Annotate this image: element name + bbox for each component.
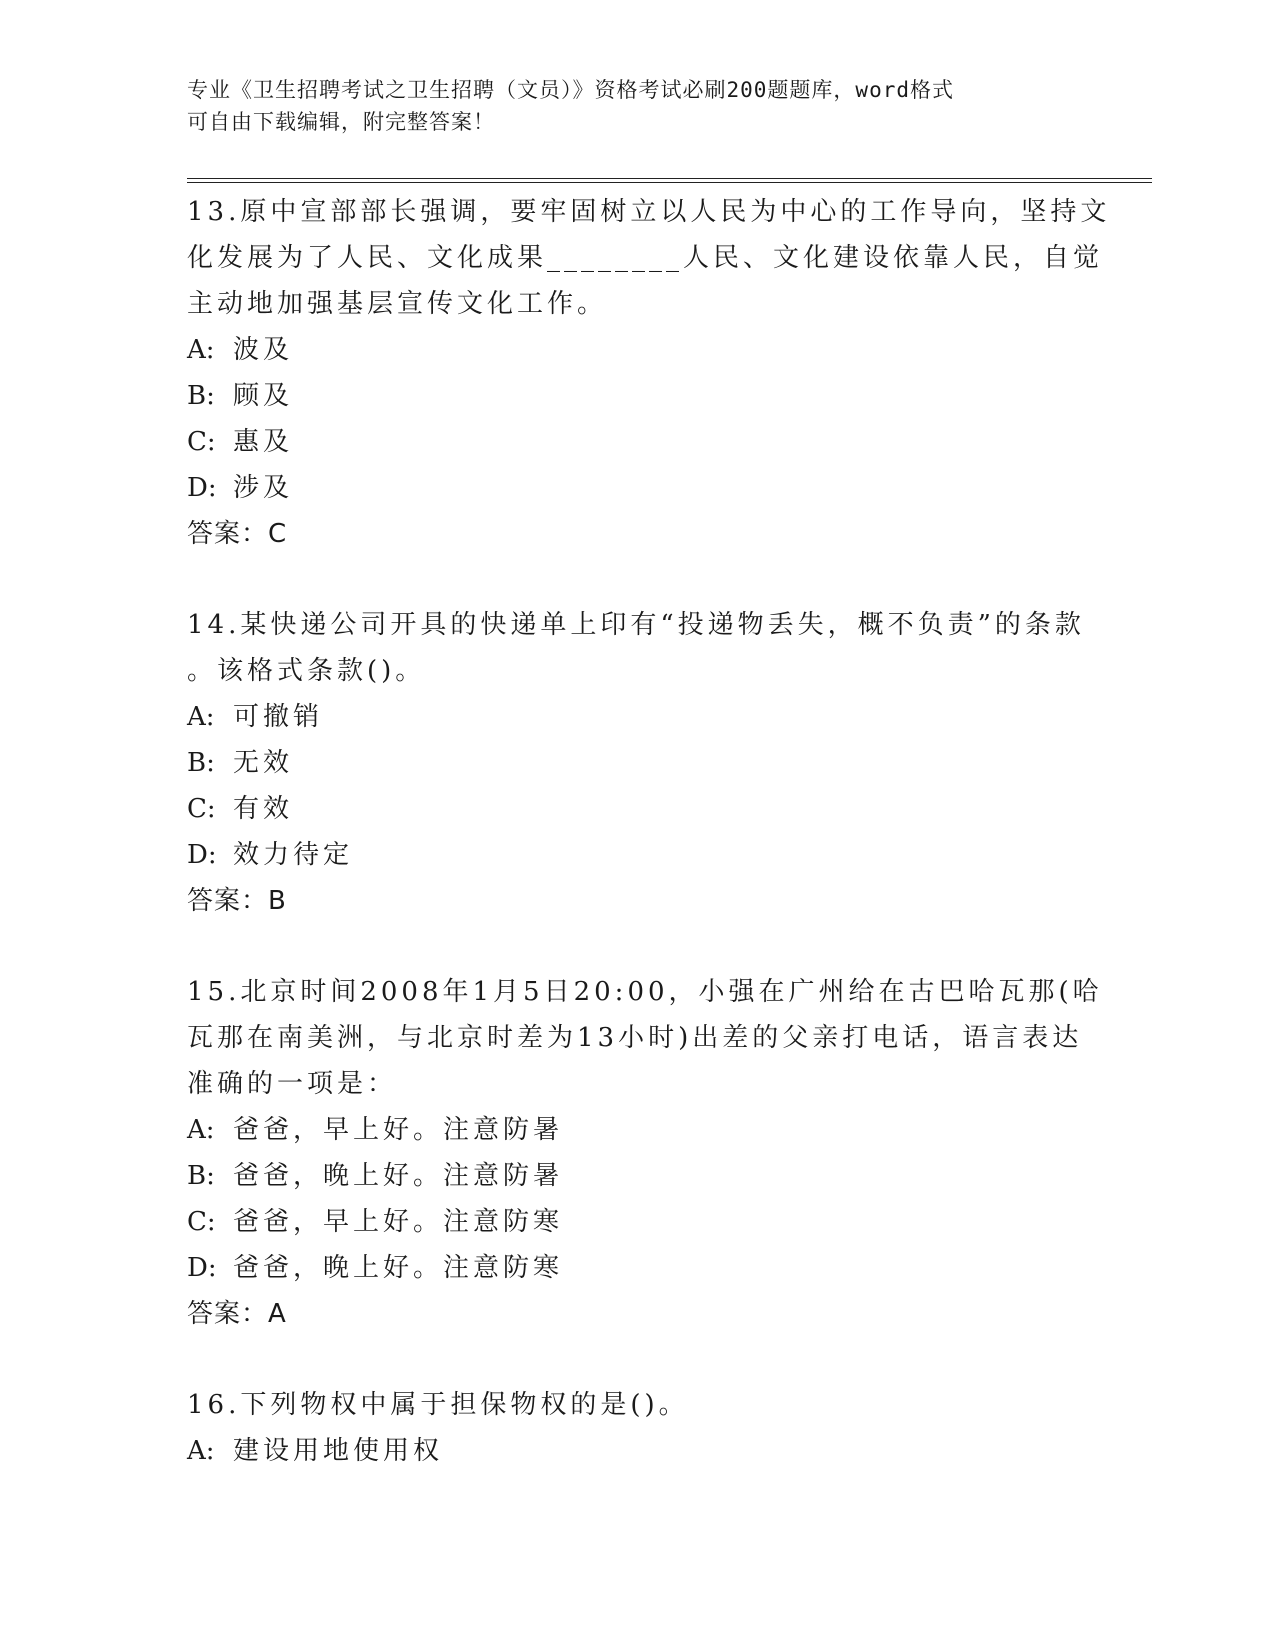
option-d bbox=[187, 832, 1087, 878]
option-key: D: bbox=[187, 473, 217, 503]
option-text: 爸爸，晚上好。注意防寒 bbox=[233, 1253, 564, 1283]
option-a bbox=[187, 694, 1087, 740]
option-b bbox=[187, 740, 1087, 786]
option-a bbox=[187, 1428, 1087, 1474]
option-text: 有效 bbox=[233, 794, 294, 824]
option-b bbox=[187, 373, 1087, 419]
option-key: A: bbox=[187, 1115, 215, 1145]
question-list bbox=[187, 189, 1111, 1519]
answer-line: 答案：B bbox=[187, 886, 287, 916]
option-text: 建设用地使用权 bbox=[233, 1436, 444, 1466]
question-stem-line: 13.原中宣部部长强调，要牢固树立以人民为中心的工作导向，坚持文 bbox=[187, 197, 1111, 227]
option-key: C: bbox=[187, 427, 216, 457]
option-d bbox=[187, 1245, 1087, 1291]
option-c bbox=[187, 786, 1087, 832]
header-divider-top bbox=[187, 178, 1152, 179]
option-key: C: bbox=[187, 794, 216, 824]
option-key: A: bbox=[187, 335, 215, 365]
option-text: 波及 bbox=[233, 335, 294, 365]
option-text: 惠及 bbox=[233, 427, 294, 457]
answer-line: 答案：C bbox=[187, 519, 288, 549]
option-text: 爸爸，晚上好。注意防暑 bbox=[233, 1161, 564, 1191]
option-text: 涉及 bbox=[233, 473, 294, 503]
option-key: B: bbox=[187, 1161, 215, 1191]
header-line-1: 专业《卫生招聘考试之卫生招聘（文员）》资格考试必刷200题题库，word格式 bbox=[187, 78, 954, 102]
option-text: 顾及 bbox=[233, 381, 294, 411]
option-a bbox=[187, 327, 1087, 373]
option-text: 无效 bbox=[233, 748, 294, 778]
answer-line: 答案：A bbox=[187, 1299, 287, 1329]
option-b bbox=[187, 1153, 1087, 1199]
option-a bbox=[187, 1107, 1087, 1153]
option-key: A: bbox=[187, 1436, 215, 1466]
question-stem-line: 14.某快递公司开具的快递单上印有“投递物丢失，概不负责”的条款 bbox=[187, 610, 1085, 640]
question-15 bbox=[187, 969, 1103, 1337]
option-text: 爸爸，早上好。注意防寒 bbox=[233, 1207, 564, 1237]
option-key: A: bbox=[187, 702, 215, 732]
option-key: B: bbox=[187, 748, 215, 778]
question-stem-line: 16.下列物权中属于担保物权的是()。 bbox=[187, 1390, 689, 1420]
option-c bbox=[187, 1199, 1087, 1245]
question-stem-line: 主动地加强基层宣传文化工作。 bbox=[187, 289, 608, 319]
option-key: D: bbox=[187, 1253, 217, 1283]
option-c bbox=[187, 419, 1087, 465]
question-16 bbox=[187, 1382, 1087, 1474]
option-text: 效力待定 bbox=[233, 840, 354, 870]
option-d bbox=[187, 465, 1087, 511]
option-text: 可撤销 bbox=[233, 702, 324, 732]
header-line-2: 可自由下载编辑，附完整答案！ bbox=[187, 110, 495, 134]
option-key: B: bbox=[187, 381, 215, 411]
question-14 bbox=[187, 602, 1087, 924]
question-13 bbox=[187, 189, 1111, 557]
question-stem-line: 。该格式条款()。 bbox=[187, 656, 426, 686]
question-stem-line: 瓦那在南美洲，与北京时差为13小时)出差的父亲打电话，语言表达 bbox=[187, 1023, 1083, 1053]
question-stem-line: 15.北京时间2008年1月5日20:00，小强在广州给在古巴哈瓦那(哈 bbox=[187, 977, 1103, 1007]
header-divider-bottom bbox=[187, 182, 1152, 183]
option-key: D: bbox=[187, 840, 217, 870]
document-header bbox=[187, 74, 1067, 138]
option-text: 爸爸，早上好。注意防暑 bbox=[233, 1115, 564, 1145]
question-stem-line: 化发展为了人民、文化成果________人民、文化建设依靠人民，自觉 bbox=[187, 243, 1104, 273]
question-stem-line: 准确的一项是： bbox=[187, 1069, 398, 1099]
option-key: C: bbox=[187, 1207, 216, 1237]
